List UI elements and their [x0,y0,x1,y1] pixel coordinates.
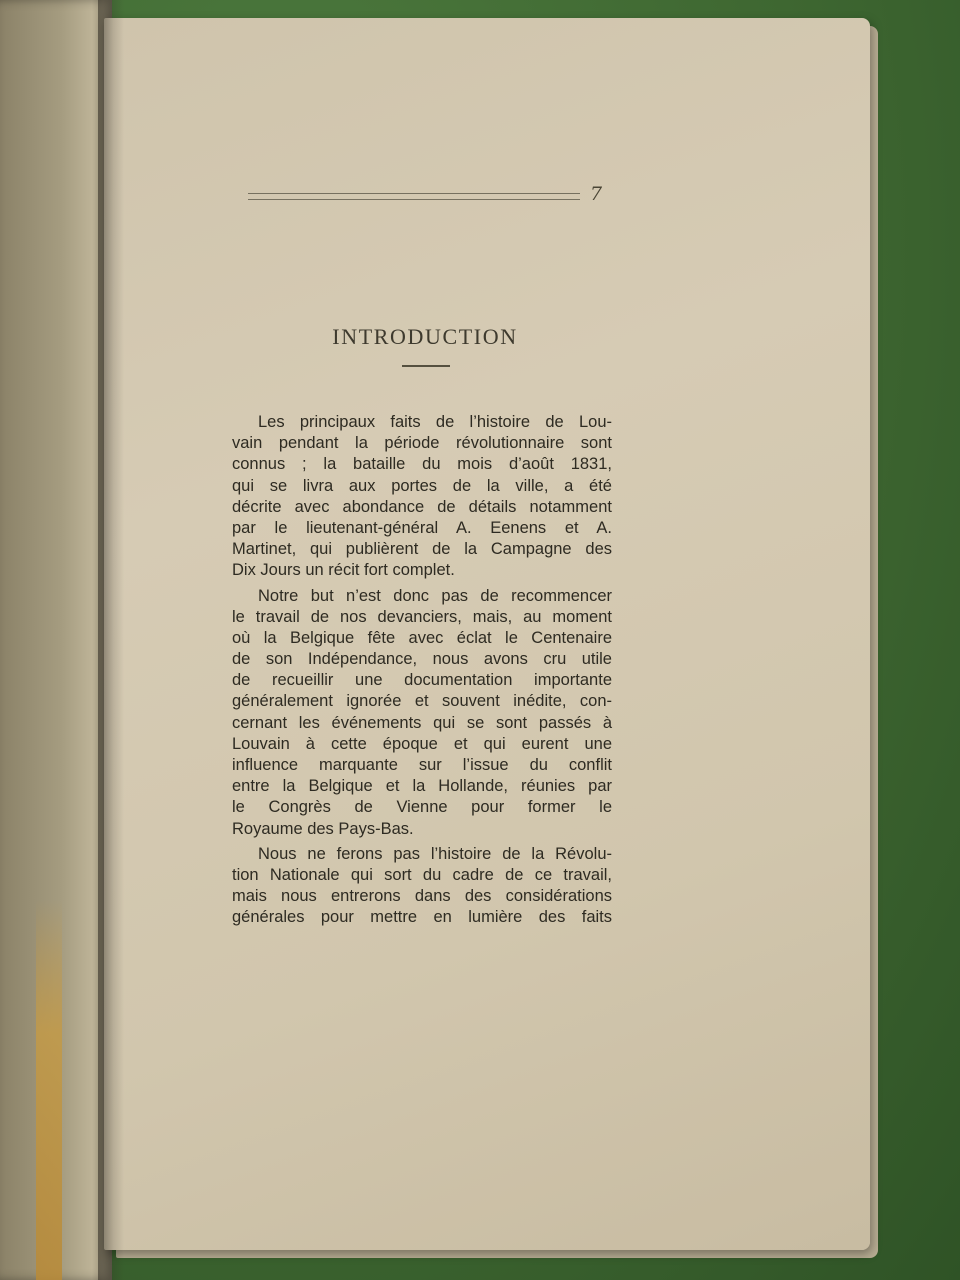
text-line: Louvain à cette époque et qui eurent une [232,734,612,753]
text-line: généralement ignorée et souvent inédite, con- [232,692,612,711]
text-line: décrite avec abondance de détails notamment [232,497,612,516]
header-rule-lower [248,199,580,200]
text-line: générales pour mettre en lumière des faits [232,908,612,927]
text-line: le travail de nos devanciers, mais, au moment [232,607,612,626]
text-line: Nous ne ferons pas l’histoire de la Révolu- [258,844,612,863]
text-line: Dix Jours un récit fort complet. [232,561,455,580]
text-line: Martinet, qui publièrent de la Campagne des [232,540,612,559]
text-line: où la Belgique fête avec éclat le Centenaire [232,628,612,647]
text-line: Royaume des Pays-Bas. [232,819,414,838]
left-page-edge [0,0,112,1280]
text-line: de son Indépendance, nous avons cru utile [232,650,612,669]
left-page-gilded-edge [36,900,62,1280]
text-line: Les principaux faits de l’histoire de Lou- [258,413,612,431]
text-line: entre la Belgique et la Hollande, réunies par [232,777,612,796]
header-double-rule [248,193,580,202]
text-line: mais nous entrerons dans des considérations [232,887,612,906]
heading-rule [402,365,450,367]
text-line: influence marquante sur l’issue du conflit [232,756,612,774]
text-line: tion Nationale qui sort du cadre de ce travail, [232,865,612,884]
text-line: le Congrès de Vienne pour former le [232,798,612,817]
text-line: vain pendant la période révolutionnaire sont [232,434,612,453]
text-line: connus ; la bataille du mois d’août 1831, [232,455,612,474]
text-line: Notre but n’est donc pas de recommencer [258,586,612,605]
header-rule-upper [248,193,580,194]
text-line: cernant les événements qui se sont passés à [232,713,612,732]
gutter-shadow [98,0,124,1280]
page-number: 7 [590,183,603,205]
chapter-heading: INTRODUCTION [332,324,518,349]
body-text [232,412,612,929]
text-line: par le lieutenant-général A. Eenens et A. [232,518,612,537]
text-line: qui se livra aux portes de la ville, a été [232,476,612,495]
text-line: de recueillir une documentation importante [232,671,612,690]
